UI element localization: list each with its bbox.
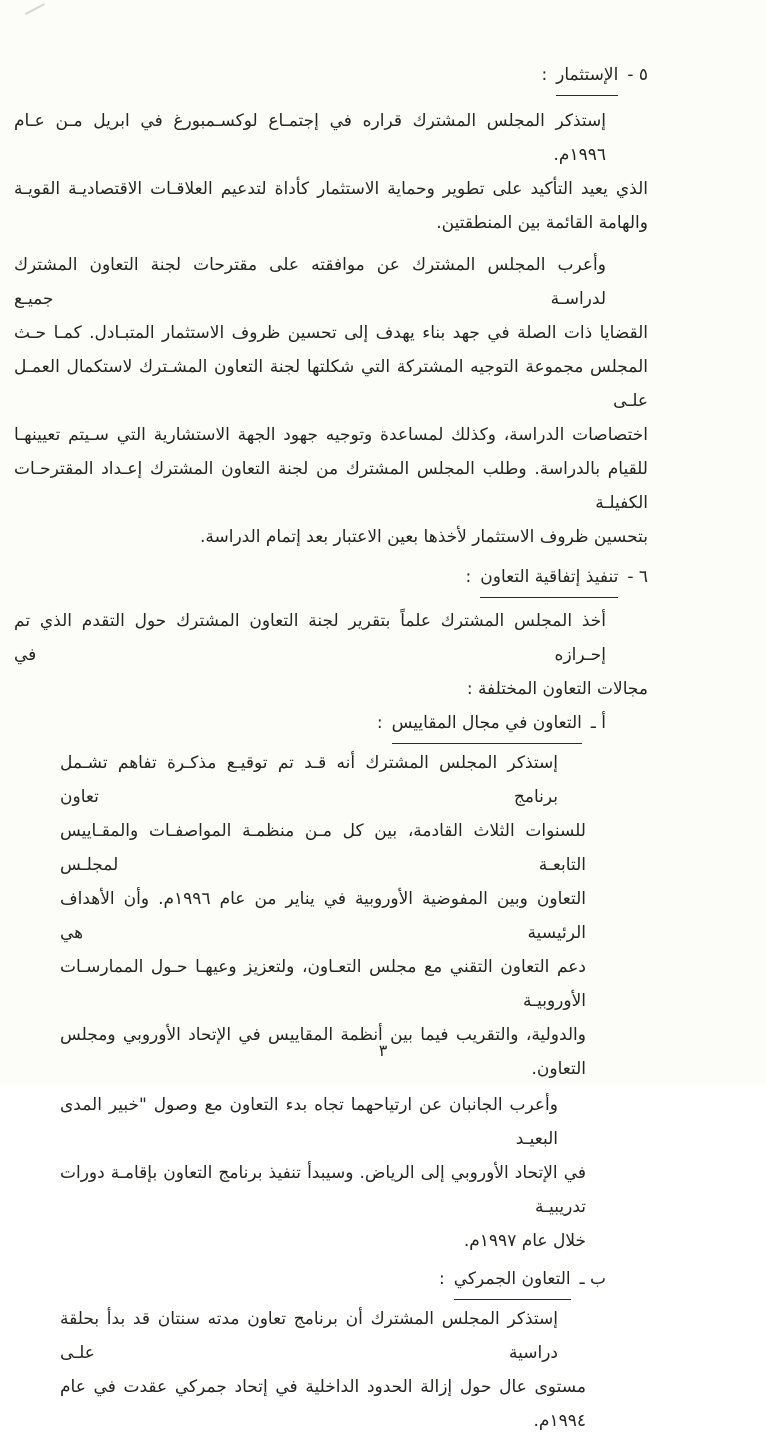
subsection-b-heading bbox=[14, 1262, 606, 1300]
subsection-title-colon: : bbox=[439, 1269, 445, 1289]
text-line: في الإتحاد الأوروبي إلى الرياض. وسيبدأ تنفيذ برنامج التعاون بإقامـة دورات تدريبيـة bbox=[60, 1163, 586, 1217]
subsection-title: التعاون في مجال المقاييس bbox=[392, 706, 582, 744]
section-5-heading bbox=[14, 58, 648, 96]
text-line: إستذكر المجلس المشترك أن برنامج تعاون مدته سنتان قد بدأ بحلقة دراسية علـى bbox=[60, 1309, 558, 1363]
text-line: والدولية، والتقريب فيما بين أنظمة المقاييس في الإتحاد الأوروبي ومجلس التعاون. bbox=[60, 1025, 586, 1079]
subsection-title-colon: : bbox=[376, 713, 383, 733]
paragraph bbox=[60, 1302, 586, 1438]
section-number: ٦ - bbox=[627, 567, 648, 587]
text-line: للسنوات الثلاث القادمة، بين كل مـن منظمـة المواصفـات والمقـاييس التابعـة لمجلـس bbox=[60, 821, 586, 875]
text-line: وأعرب المجلس المشترك عن موافقته على مقترحات لجنة التعاون المشترك لدراسـة جميـع bbox=[14, 255, 606, 309]
paragraph bbox=[60, 1088, 586, 1258]
paragraph bbox=[60, 746, 586, 1086]
text-line: والهامة القائمة بين المنطقتين. bbox=[436, 213, 648, 233]
paragraph bbox=[14, 104, 648, 240]
page-number: ٣ bbox=[378, 1041, 388, 1060]
document-content bbox=[14, 58, 648, 1438]
section-title: الإستثمار bbox=[556, 58, 618, 96]
subsection-letter: أ ـ bbox=[590, 713, 606, 733]
section-title-colon: : bbox=[541, 65, 548, 85]
section-number: ٥ - bbox=[627, 65, 648, 85]
section-6-heading bbox=[14, 560, 648, 598]
text-line: المجلس مجموعة التوجيه المشتركة التي شكلتها لجنة التعاون المشـترك لاستكمال العمـل علـى bbox=[14, 357, 648, 411]
text-line: القضايا ذات الصلة في جهد بناء يهدف إلى تحسين ظروف الاستثمار المتبـادل. كمـا حـث bbox=[14, 323, 648, 343]
text-line: الذي يعيد التأكيد على تطوير وحماية الاستثمار كأداة لتدعيم العلاقـات الاقتصاديـة القويـة bbox=[14, 179, 648, 199]
paragraph bbox=[14, 604, 648, 706]
paragraph bbox=[14, 248, 648, 554]
text-line: دعم التعاون التقني مع مجلس التعـاون، ولتعزيز وعيهـا حـول الممارسـات الأوروبيـة bbox=[60, 957, 586, 1011]
scan-artifact bbox=[25, 3, 45, 15]
text-line: بتحسين ظروف الاستثمار لأخذها بعين الاعتبار بعد إتمام الدراسة. bbox=[199, 527, 648, 547]
text-line: إستذكر المجلس المشترك أنه قـد تم توقيـع مذكـرة تفاهم تشـمل برنامج تعاون bbox=[60, 753, 558, 807]
text-line: مجالات التعاون المختلفة : bbox=[466, 679, 648, 699]
section-title-colon: : bbox=[465, 567, 472, 587]
text-line: مستوى عال حول إزالة الحدود الداخلية في إتحاد جمركي عقدت في عام ١٩٩٤م. bbox=[60, 1377, 586, 1431]
section-title: تنفيذ إتفاقية التعاون bbox=[480, 560, 618, 598]
text-line: اختصاصات الدراسة، وكذلك لمساعدة وتوجيه جهود الجهة الاستشارية التي سـيتم تعيينهـا bbox=[14, 425, 648, 445]
subsection-a-heading bbox=[14, 706, 606, 744]
text-line: خلال عام ١٩٩٧م. bbox=[463, 1231, 586, 1251]
text-line: التعاون وبين المفوضية الأوروبية في يناير من عام ١٩٩٦م. وأن الأهداف الرئيسية هي bbox=[60, 889, 586, 943]
text-line: أخذ المجلس المشترك علماً بتقرير لجنة التعاون المشترك حول التقدم الذي تم إحـرازه في bbox=[14, 611, 606, 665]
subsection-title: التعاون الجمركي bbox=[454, 1262, 571, 1300]
text-line: إستذكر المجلس المشترك قراره في إجتمـاع لوكسـمبورغ في ابريل مـن عـام ١٩٩٦م. bbox=[14, 111, 606, 165]
text-line: للقيام بالدراسة. وطلب المجلس المشترك من لجنة التعاون المشترك إعـداد المقترحـات الكفيلـة bbox=[14, 459, 648, 513]
subsection-letter: ب ـ bbox=[579, 1269, 606, 1289]
text-line: وأعرب الجانبان عن ارتياحهما تجاه بدء التعاون مع وصول "خبير المدى البعيـد bbox=[60, 1095, 558, 1149]
